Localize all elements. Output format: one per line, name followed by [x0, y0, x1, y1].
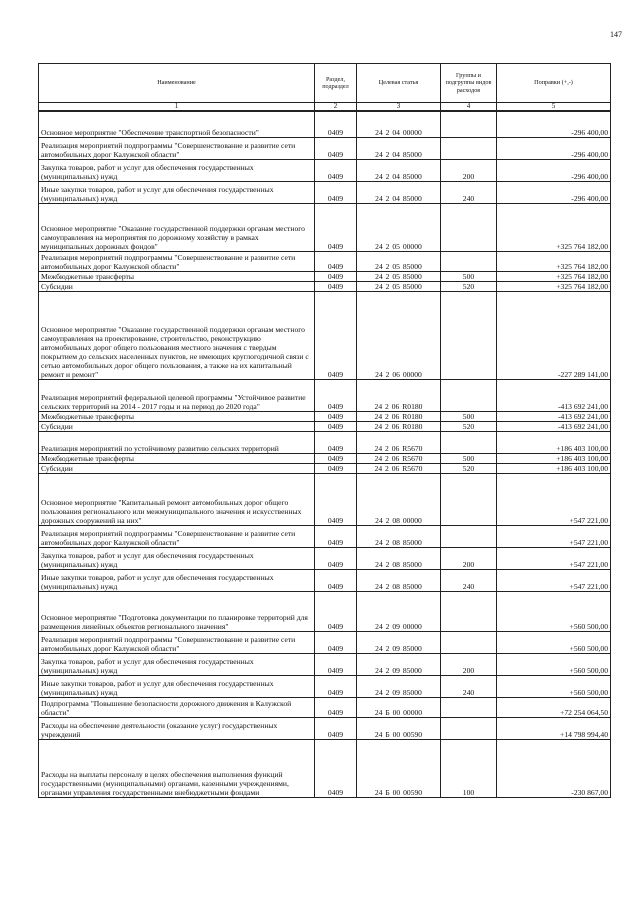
row-vid	[441, 291, 497, 379]
row-razdel: 0409	[315, 421, 357, 431]
table-row	[39, 463, 611, 473]
table-row	[39, 591, 611, 631]
row-razdel: 0409	[315, 379, 357, 411]
row-name: Субсидии	[39, 421, 315, 431]
row-vid: 200	[441, 547, 497, 569]
row-razdel: 0409	[315, 591, 357, 631]
row-name: Межбюджетные трансферты	[39, 411, 315, 421]
row-name: Реализация мероприятий по устойчивому развитию сельских территорий	[39, 431, 315, 453]
row-target: 24 2 08 85000	[357, 525, 441, 547]
table-row	[39, 251, 611, 271]
row-razdel: 0409	[315, 569, 357, 591]
row-target: 24 2 08 85000	[357, 547, 441, 569]
row-target: 24 2 06 00000	[357, 291, 441, 379]
row-amount: +560 500,00	[497, 631, 611, 653]
row-target: 24 2 08 00000	[357, 473, 441, 525]
row-name: Иные закупки товаров, работ и услуг для обеспечения государственных (муниципальных) нужд	[39, 181, 315, 203]
row-amount: +560 500,00	[497, 675, 611, 697]
row-vid	[441, 525, 497, 547]
budget-table	[38, 63, 611, 798]
column-number: 3	[357, 103, 441, 112]
row-razdel: 0409	[315, 251, 357, 271]
header-razdel: Раздел, подраздел	[315, 64, 357, 103]
table-row	[39, 203, 611, 251]
row-name: Основное мероприятие "Подготовка документации по планировке территорий для размещения линейных объектов регионального значения"	[39, 591, 315, 631]
table-row	[39, 547, 611, 569]
row-amount: -413 692 241,00	[497, 379, 611, 411]
header-target: Целевая статья	[357, 64, 441, 103]
row-target: 24 2 05 85000	[357, 271, 441, 281]
table-row	[39, 525, 611, 547]
row-target: 24 2 06 R5670	[357, 453, 441, 463]
row-razdel: 0409	[315, 473, 357, 525]
row-vid: 520	[441, 421, 497, 431]
table-row	[39, 717, 611, 739]
row-amount: +186 403 100,00	[497, 431, 611, 453]
row-amount: +14 798 994,40	[497, 717, 611, 739]
table-row	[39, 697, 611, 717]
row-name: Межбюджетные трансферты	[39, 271, 315, 281]
row-target: 24 2 04 00000	[357, 111, 441, 137]
row-amount: -296 400,00	[497, 137, 611, 159]
row-razdel: 0409	[315, 411, 357, 421]
row-razdel: 0409	[315, 717, 357, 739]
row-amount: +560 500,00	[497, 653, 611, 675]
table-row	[39, 653, 611, 675]
row-name: Основное мероприятие "Обеспечение транспортной безопасности"	[39, 111, 315, 137]
row-target: 24 2 09 00000	[357, 591, 441, 631]
row-name: Закупка товаров, работ и услуг для обеспечения государственных (муниципальных) нужд	[39, 547, 315, 569]
column-number-row	[39, 103, 611, 112]
row-vid	[441, 203, 497, 251]
row-target: 24 2 04 85000	[357, 137, 441, 159]
row-name: Реализация мероприятий подпрограммы "Совершенствование и развитие сети автомобильных дорог Калужской области"	[39, 525, 315, 547]
row-razdel: 0409	[315, 675, 357, 697]
row-amount: +325 764 182,00	[497, 271, 611, 281]
table-body	[39, 111, 611, 797]
header-name: Наименование	[39, 64, 315, 103]
row-target: 24 2 06 R0180	[357, 421, 441, 431]
row-name: Субсидии	[39, 281, 315, 291]
row-amount: +547 221,00	[497, 525, 611, 547]
row-amount: +547 221,00	[497, 569, 611, 591]
row-target: 24 2 04 85000	[357, 159, 441, 181]
row-target: 24 Б 00 00000	[357, 697, 441, 717]
row-vid	[441, 697, 497, 717]
table-row	[39, 137, 611, 159]
row-target: 24 2 06 R5670	[357, 431, 441, 453]
page-number: 147	[610, 30, 622, 39]
row-razdel: 0409	[315, 271, 357, 281]
row-amount: +547 221,00	[497, 473, 611, 525]
table-row	[39, 281, 611, 291]
row-name: Расходы на обеспечение деятельности (оказание услуг) государственных учреждений	[39, 717, 315, 739]
row-name: Иные закупки товаров, работ и услуг для обеспечения государственных (муниципальных) нужд	[39, 569, 315, 591]
row-vid: 500	[441, 271, 497, 281]
table-row	[39, 181, 611, 203]
table-row	[39, 631, 611, 653]
header-amount: Поправки (+,-)	[497, 64, 611, 103]
row-vid: 240	[441, 181, 497, 203]
table-row	[39, 411, 611, 421]
row-amount: +547 221,00	[497, 547, 611, 569]
row-amount: +560 500,00	[497, 591, 611, 631]
row-vid	[441, 111, 497, 137]
row-target: 24 2 09 85000	[357, 653, 441, 675]
row-vid: 500	[441, 453, 497, 463]
row-razdel: 0409	[315, 431, 357, 453]
row-target: 24 Б 00 00590	[357, 739, 441, 797]
row-target: 24 2 08 85000	[357, 569, 441, 591]
table-row	[39, 271, 611, 281]
row-name: Реализация мероприятий подпрограммы "Совершенствование и развитие сети автомобильных дорог Калужской области"	[39, 137, 315, 159]
table-row	[39, 739, 611, 797]
row-razdel: 0409	[315, 525, 357, 547]
table-row	[39, 421, 611, 431]
row-razdel: 0409	[315, 181, 357, 203]
row-razdel: 0409	[315, 453, 357, 463]
row-amount: -296 400,00	[497, 181, 611, 203]
table-row	[39, 675, 611, 697]
table-row	[39, 431, 611, 453]
table-row	[39, 453, 611, 463]
row-name: Межбюджетные трансферты	[39, 453, 315, 463]
table-row	[39, 569, 611, 591]
row-razdel: 0409	[315, 159, 357, 181]
row-target: 24 2 05 85000	[357, 251, 441, 271]
row-vid: 500	[441, 411, 497, 421]
row-vid: 240	[441, 675, 497, 697]
row-vid	[441, 473, 497, 525]
row-target: 24 2 04 85000	[357, 181, 441, 203]
row-amount: +186 403 100,00	[497, 463, 611, 473]
row-target: 24 Б 00 00590	[357, 717, 441, 739]
row-name: Основное мероприятие "Оказание государственной поддержки органам местного самоуправления на проектирование, строительство, реконструкцию автомобильных дорог общего пользования местного значения с твердым покрытием до сельских населенных пунктов, не имеющих круглогодичной связи с сетью автомобильных дорог общего пользования, а также на их капитальный ремонт и ремонт"	[39, 291, 315, 379]
row-amount: -227 289 141,00	[497, 291, 611, 379]
row-target: 24 2 09 85000	[357, 631, 441, 653]
row-name: Реализация мероприятий подпрограммы "Совершенствование и развитие сети автомобильных дорог Калужской области"	[39, 631, 315, 653]
table-row	[39, 159, 611, 181]
row-razdel: 0409	[315, 653, 357, 675]
row-vid	[441, 137, 497, 159]
row-amount: -296 400,00	[497, 111, 611, 137]
row-vid: 520	[441, 463, 497, 473]
row-name: Субсидии	[39, 463, 315, 473]
row-amount: +186 403 100,00	[497, 453, 611, 463]
row-vid	[441, 379, 497, 411]
column-number: 1	[39, 103, 315, 112]
row-vid: 240	[441, 569, 497, 591]
row-vid: 100	[441, 739, 497, 797]
row-vid	[441, 251, 497, 271]
row-amount: -413 692 241,00	[497, 421, 611, 431]
column-number: 4	[441, 103, 497, 112]
row-target: 24 2 06 R0180	[357, 411, 441, 421]
row-vid: 520	[441, 281, 497, 291]
row-name: Основное мероприятие "Оказание государственной поддержки органам местного самоуправления на мероприятия по дорожному хозяйству в рамках муниципальных дорожных фондов"	[39, 203, 315, 251]
row-razdel: 0409	[315, 631, 357, 653]
row-target: 24 2 05 00000	[357, 203, 441, 251]
row-vid: 200	[441, 653, 497, 675]
row-razdel: 0409	[315, 111, 357, 137]
row-razdel: 0409	[315, 281, 357, 291]
row-name: Подпрограмма "Повышение безопасности дорожного движения в Калужской области"	[39, 697, 315, 717]
row-razdel: 0409	[315, 463, 357, 473]
table-row	[39, 291, 611, 379]
row-name: Иные закупки товаров, работ и услуг для обеспечения государственных (муниципальных) нужд	[39, 675, 315, 697]
row-name: Закупка товаров, работ и услуг для обеспечения государственных (муниципальных) нужд	[39, 653, 315, 675]
table-row	[39, 473, 611, 525]
row-name: Реализация мероприятий подпрограммы "Совершенствование и развитие сети автомобильных дорог Калужской области"	[39, 251, 315, 271]
row-target: 24 2 06 R5670	[357, 463, 441, 473]
row-vid	[441, 717, 497, 739]
row-name: Реализация мероприятий федеральной целевой программы "Устойчивое развитие сельских территорий на 2014 - 2017 годы и на период до 2020 года"	[39, 379, 315, 411]
table-header-row	[39, 64, 611, 103]
row-amount: +325 764 182,00	[497, 251, 611, 271]
row-razdel: 0409	[315, 697, 357, 717]
table-row	[39, 379, 611, 411]
row-target: 24 2 06 R0180	[357, 379, 441, 411]
row-name: Закупка товаров, работ и услуг для обеспечения государственных (муниципальных) нужд	[39, 159, 315, 181]
row-amount: -296 400,00	[497, 159, 611, 181]
row-amount: +72 254 064,50	[497, 697, 611, 717]
column-number: 2	[315, 103, 357, 112]
row-amount: +325 764 182,00	[497, 281, 611, 291]
column-number: 5	[497, 103, 611, 112]
row-razdel: 0409	[315, 203, 357, 251]
row-amount: -230 867,00	[497, 739, 611, 797]
row-razdel: 0409	[315, 137, 357, 159]
row-vid	[441, 631, 497, 653]
row-razdel: 0409	[315, 291, 357, 379]
row-name: Основное мероприятие "Капитальный ремонт автомобильных дорог общего пользования регионального или межмуниципального значения и искусственных дорожных сооружений на них"	[39, 473, 315, 525]
row-target: 24 2 05 85000	[357, 281, 441, 291]
row-razdel: 0409	[315, 547, 357, 569]
row-amount: +325 764 182,00	[497, 203, 611, 251]
row-amount: -413 692 241,00	[497, 411, 611, 421]
row-target: 24 2 09 85000	[357, 675, 441, 697]
table-row	[39, 111, 611, 137]
header-vid: Группы и подгруппы видов расходов	[441, 64, 497, 103]
row-vid	[441, 591, 497, 631]
row-vid	[441, 431, 497, 453]
row-vid: 200	[441, 159, 497, 181]
row-name: Расходы на выплаты персоналу в целях обеспечения выполнения функций государственными (муниципальными) органами, казенными учреждениями, органами управления государственными внебюджетными фондами	[39, 739, 315, 797]
row-razdel: 0409	[315, 739, 357, 797]
